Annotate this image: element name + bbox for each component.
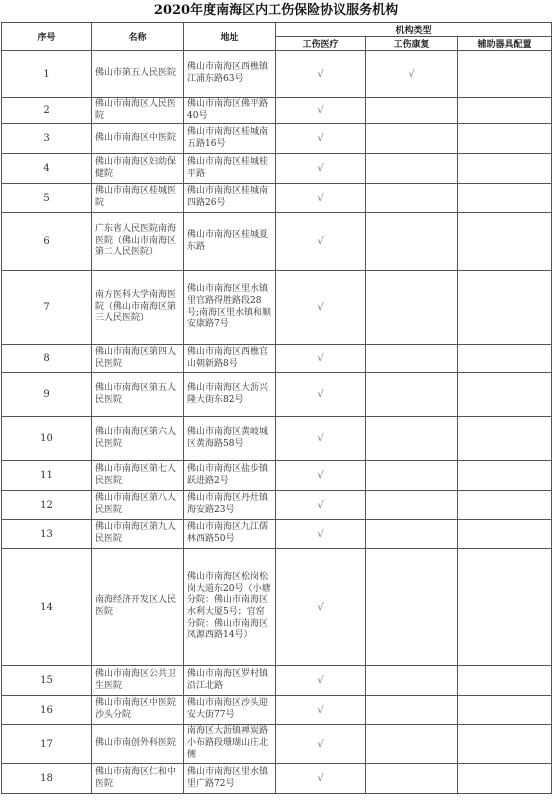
table-row	[2, 461, 552, 491]
row-rehab-check	[366, 98, 458, 124]
row-seq: 4	[2, 154, 92, 184]
row-rehab-check	[366, 696, 458, 725]
row-rehab-check	[366, 213, 458, 271]
row-name: 佛山市南海区第九人民医院	[92, 520, 184, 549]
row-rehab-check	[366, 154, 458, 184]
row-aids-check	[458, 549, 552, 666]
row-rehab-check	[366, 124, 458, 154]
check-mark-icon: √	[276, 696, 366, 725]
row-name: 佛山市南海区第四人民医院	[92, 345, 184, 373]
row-seq: 16	[2, 696, 92, 725]
document-title: 2020年度南海区内工伤保险协议服务机构	[153, 3, 399, 18]
table-row	[2, 184, 552, 213]
row-name: 佛山市南海区人民医院	[92, 98, 184, 124]
row-aids-check	[458, 764, 552, 794]
row-aids-check	[458, 696, 552, 725]
row-seq: 1	[2, 51, 92, 98]
row-rehab-check	[366, 345, 458, 373]
table-row	[2, 271, 552, 345]
row-aids-check	[458, 461, 552, 491]
check-mark-icon: √	[276, 666, 366, 696]
row-aids-check	[458, 373, 552, 417]
row-aids-check	[458, 345, 552, 373]
table-row	[2, 213, 552, 271]
row-aids-check	[458, 491, 552, 520]
row-aids-check	[458, 51, 552, 98]
check-mark-icon: √	[276, 184, 366, 213]
table-row	[2, 520, 552, 549]
check-mark-icon: √	[276, 124, 366, 154]
row-address: 佛山市南海区桂城南四路26号	[184, 184, 276, 213]
row-rehab-check	[366, 271, 458, 345]
table-row	[2, 154, 552, 184]
row-aids-check	[458, 184, 552, 213]
row-address: 佛山市南海区大沥兴隆大街东82号	[184, 373, 276, 417]
row-seq: 12	[2, 491, 92, 520]
row-address: 佛山市南海区桂城南五路16号	[184, 124, 276, 154]
header-type-medical: 工伤医疗	[276, 37, 366, 51]
row-address: 佛山市南海区佛平路40号	[184, 98, 276, 124]
row-rehab-check	[366, 417, 458, 461]
table-row	[2, 696, 552, 725]
row-address: 佛山市南海区松岗松岗大道东20号（小塘分院：佛山市南海区水利大厦5号；官窑分院：佛山市南海区凤源西路14号）	[184, 549, 276, 666]
row-seq: 8	[2, 345, 92, 373]
row-aids-check	[458, 271, 552, 345]
header-type-rehab: 工伤康复	[366, 37, 458, 51]
row-aids-check	[458, 725, 552, 764]
row-seq: 10	[2, 417, 92, 461]
row-rehab-check	[366, 520, 458, 549]
row-name: 佛山市南海区妇幼保健院	[92, 154, 184, 184]
row-rehab-check	[366, 764, 458, 794]
row-address: 佛山市南海区桂城桂平路	[184, 154, 276, 184]
row-aids-check	[458, 213, 552, 271]
check-mark-icon: √	[276, 373, 366, 417]
check-mark-icon: √	[276, 725, 366, 764]
header-name: 名称	[92, 23, 184, 51]
row-seq: 3	[2, 124, 92, 154]
check-mark-icon: √	[276, 491, 366, 520]
table-row	[2, 764, 552, 794]
row-rehab-check	[366, 373, 458, 417]
table-row	[2, 98, 552, 124]
row-name: 南方医科大学南海医院（佛山市南海区第三人民医院）	[92, 271, 184, 345]
row-name: 佛山市南海区第八人民医院	[92, 491, 184, 520]
row-name: 佛山市南海区中医院沙头分院	[92, 696, 184, 725]
row-name: 佛山市南海区公共卫生医院	[92, 666, 184, 696]
row-address: 佛山市南海区黄岐城区黄海路58号	[184, 417, 276, 461]
row-seq: 5	[2, 184, 92, 213]
row-name: 佛山市南海区第五人民医院	[92, 373, 184, 417]
row-seq: 18	[2, 764, 92, 794]
check-mark-icon: √	[276, 417, 366, 461]
table-row	[2, 124, 552, 154]
row-rehab-check	[366, 725, 458, 764]
check-mark-icon: √	[276, 213, 366, 271]
row-address: 佛山市南海区盐步镇跃进路2号	[184, 461, 276, 491]
check-mark-icon: √	[276, 520, 366, 549]
table-row	[2, 51, 552, 98]
check-mark-icon: √	[276, 549, 366, 666]
table-row	[2, 666, 552, 696]
table-row	[2, 417, 552, 461]
table-row	[2, 373, 552, 417]
row-aids-check	[458, 124, 552, 154]
check-mark-icon: √	[366, 51, 458, 98]
row-address: 佛山市南海区沙头迎安大街77号	[184, 696, 276, 725]
check-mark-icon: √	[276, 51, 366, 98]
row-name: 佛山市第五人民医院	[92, 51, 184, 98]
row-rehab-check	[366, 184, 458, 213]
check-mark-icon: √	[276, 154, 366, 184]
row-rehab-check	[366, 666, 458, 696]
row-name: 佛山市南海区仁和中医院	[92, 764, 184, 794]
row-address: 佛山市南海区西樵官山朝新路8号	[184, 345, 276, 373]
row-aids-check	[458, 98, 552, 124]
row-rehab-check	[366, 491, 458, 520]
header-type-group: 机构类型	[276, 23, 552, 37]
check-mark-icon: √	[276, 461, 366, 491]
row-aids-check	[458, 154, 552, 184]
row-name: 佛山市南海区中医院	[92, 124, 184, 154]
row-address: 佛山市南海区九江儒林西路50号	[184, 520, 276, 549]
row-rehab-check	[366, 461, 458, 491]
row-seq: 13	[2, 520, 92, 549]
row-seq: 2	[2, 98, 92, 124]
row-address: 佛山市南海区里水镇里广路72号	[184, 764, 276, 794]
institution-table	[1, 22, 552, 794]
row-seq: 9	[2, 373, 92, 417]
header-seq: 序号	[2, 23, 92, 51]
row-name: 南海经济开发区人民医院	[92, 549, 184, 666]
row-seq: 17	[2, 725, 92, 764]
check-mark-icon: √	[276, 345, 366, 373]
row-rehab-check	[366, 549, 458, 666]
check-mark-icon: √	[276, 271, 366, 345]
row-address: 佛山市南海区桂城夏东路	[184, 213, 276, 271]
row-name: 广东省人民医院南海医院（佛山市南海区第二人民医院）	[92, 213, 184, 271]
row-name: 佛山市南海区第七人民医院	[92, 461, 184, 491]
row-seq: 15	[2, 666, 92, 696]
row-aids-check	[458, 520, 552, 549]
table-row	[2, 345, 552, 373]
row-address: 佛山市南海区里水镇里官路得胜路段28号;南海区里水镇和顺安康路7号	[184, 271, 276, 345]
row-name: 佛山市南海区第六人民医院	[92, 417, 184, 461]
row-name: 佛山市南海区桂城医院	[92, 184, 184, 213]
row-address: 佛山市南海区西樵镇江浦东路63号	[184, 51, 276, 98]
row-seq: 11	[2, 461, 92, 491]
table-row	[2, 491, 552, 520]
row-aids-check	[458, 666, 552, 696]
row-address: 佛山市南海区罗村镇沿江北路	[184, 666, 276, 696]
table-row	[2, 549, 552, 666]
header-address: 地址	[184, 23, 276, 51]
check-mark-icon: √	[276, 764, 366, 794]
table-row	[2, 725, 552, 764]
row-seq: 14	[2, 549, 92, 666]
row-address: 佛山市南海区丹灶镇海安路23号	[184, 491, 276, 520]
row-seq: 6	[2, 213, 92, 271]
row-aids-check	[458, 417, 552, 461]
check-mark-icon: √	[276, 98, 366, 124]
header-type-aids: 辅助器具配置	[458, 37, 552, 51]
row-name: 佛山市南创外科医院	[92, 725, 184, 764]
row-address: 南海区大沥镇禅炭路小布路段珊瑚山庄北侧	[184, 725, 276, 764]
row-seq: 7	[2, 271, 92, 345]
